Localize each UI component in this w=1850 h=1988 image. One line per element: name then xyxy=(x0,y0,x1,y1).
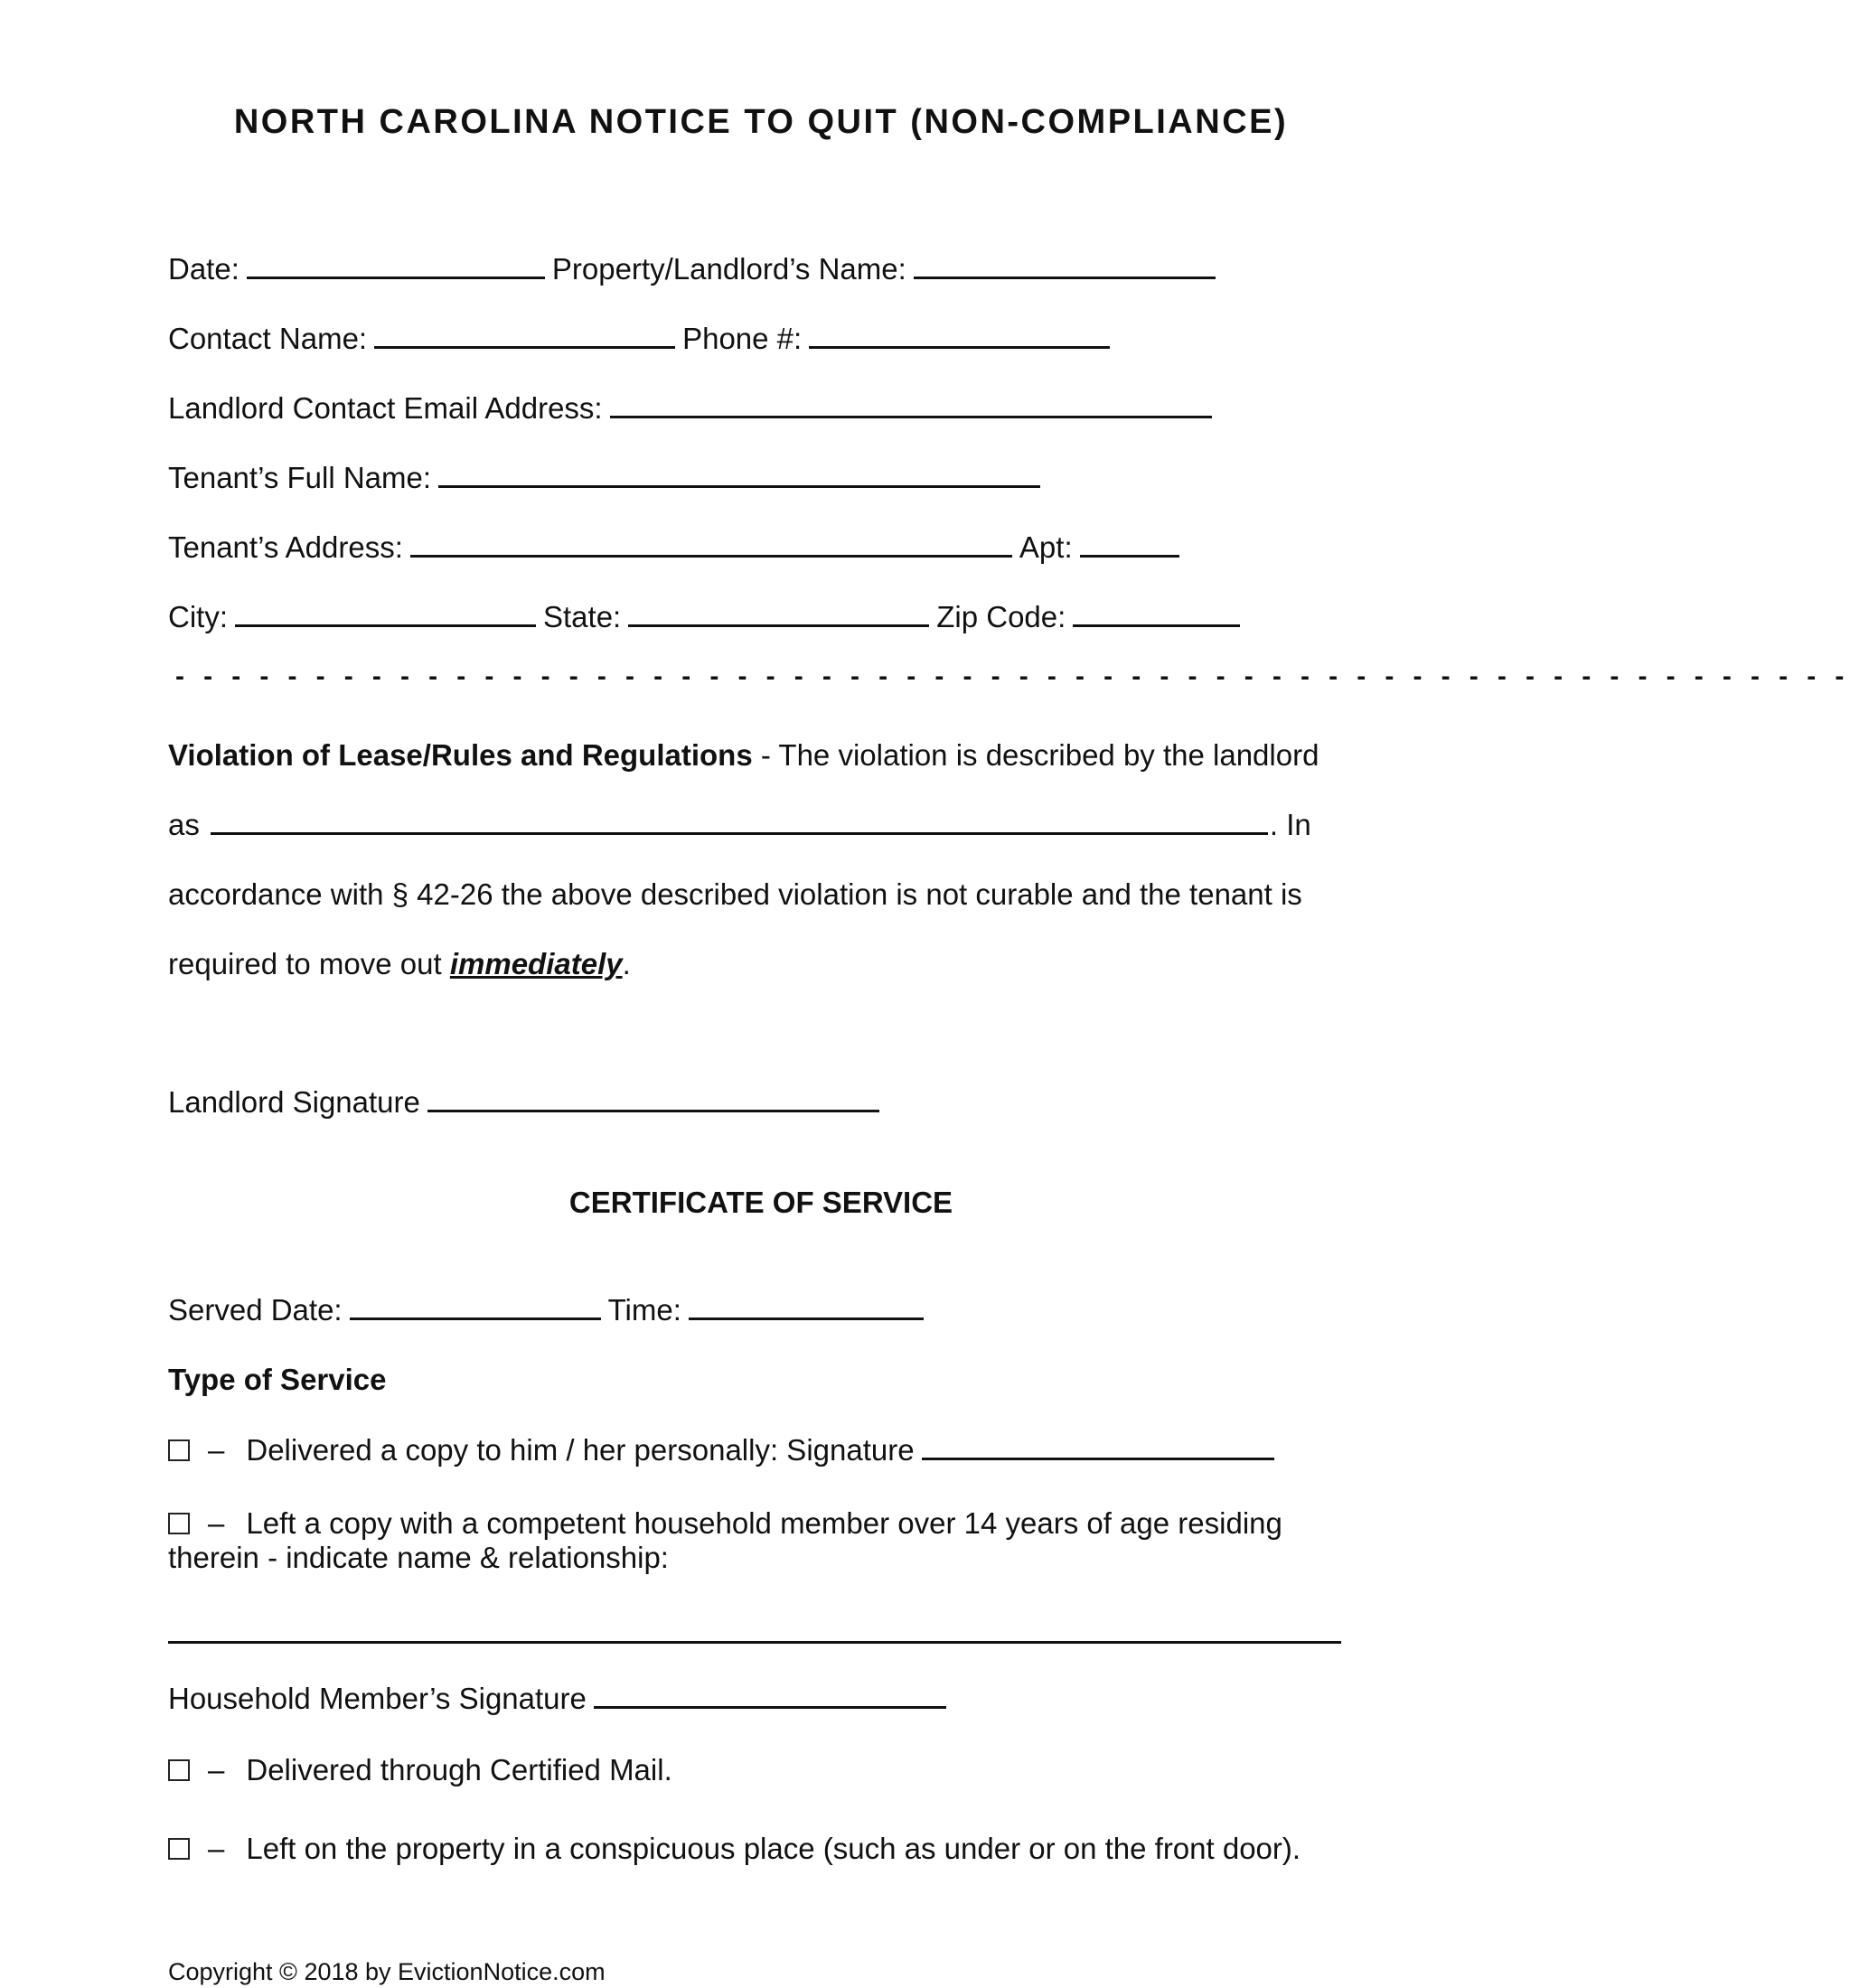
household-signature-label: Household Member’s Signature xyxy=(168,1682,587,1715)
violation-line-2 xyxy=(168,807,1311,843)
landlord-email-field[interactable] xyxy=(610,390,1212,418)
served-date-field[interactable] xyxy=(350,1292,601,1320)
household-name-relationship-field[interactable] xyxy=(168,1641,1341,1644)
tenant-address-row xyxy=(168,530,1187,566)
violation-heading: Violation of Lease/Rules and Regulations xyxy=(168,738,753,772)
move-out-prefix: required to move out xyxy=(168,947,450,980)
landlord-email-label: Landlord Contact Email Address: xyxy=(168,391,603,425)
household-signature-field[interactable] xyxy=(594,1681,946,1709)
option-certified-mail-text: Delivered through Certified Mail. xyxy=(246,1753,672,1786)
option-dash: – xyxy=(208,1433,225,1467)
service-option-certified-mail xyxy=(168,1752,672,1788)
violation-line-4 xyxy=(168,946,631,982)
violation-as-label: as xyxy=(168,808,200,841)
tenant-address-field[interactable] xyxy=(410,530,1012,558)
contact-name-field[interactable] xyxy=(374,321,675,349)
landlord-signature-label: Landlord Signature xyxy=(168,1085,420,1119)
checkbox-personal[interactable] xyxy=(168,1439,190,1461)
copyright-notice: Copyright © 2018 by EvictionNotice.com xyxy=(168,1958,606,1985)
property-landlord-field[interactable] xyxy=(914,251,1216,279)
city-field[interactable] xyxy=(235,599,536,627)
violation-intro: - The violation is described by the landlord xyxy=(752,738,1319,772)
tenant-address-label: Tenant’s Address: xyxy=(168,530,403,564)
move-out-emphasis: immediately xyxy=(449,947,623,980)
phone-field[interactable] xyxy=(809,321,1110,349)
violation-description-field[interactable] xyxy=(211,807,1268,835)
apt-label: Apt: xyxy=(1019,530,1073,564)
state-label: State: xyxy=(543,600,622,633)
date-field[interactable] xyxy=(247,251,545,279)
option-dash: – xyxy=(208,1753,225,1786)
time-field[interactable] xyxy=(689,1292,924,1320)
checkbox-posted[interactable] xyxy=(168,1838,190,1860)
option-dash: – xyxy=(208,1506,225,1540)
option-personal-text: Delivered a copy to him / her personally: Signature xyxy=(246,1433,915,1467)
violation-line-1 xyxy=(168,737,1319,774)
apt-field[interactable] xyxy=(1080,530,1179,558)
violation-line-3 xyxy=(168,877,1302,913)
document-title: NORTH CAROLINA NOTICE TO QUIT (NON-COMPLIANCE) xyxy=(233,103,1289,141)
type-of-service-heading: Type of Service xyxy=(168,1363,387,1396)
tenant-name-label: Tenant’s Full Name: xyxy=(168,461,432,494)
zip-field[interactable] xyxy=(1073,599,1240,627)
violation-statute-text: accordance with § 42-26 the above described violation is not curable and the tenant is xyxy=(168,877,1302,911)
checkbox-household[interactable] xyxy=(168,1513,190,1534)
service-option-posted xyxy=(168,1831,1301,1867)
service-option-household xyxy=(168,1505,1282,1542)
violation-after-blank: . In xyxy=(1269,808,1311,841)
certificate-heading: CERTIFICATE OF SERVICE xyxy=(568,1186,953,1219)
checkbox-certified-mail[interactable] xyxy=(168,1759,190,1781)
contact-name-label: Contact Name: xyxy=(168,322,368,355)
date-row xyxy=(168,251,1223,287)
contact-row xyxy=(168,321,1117,357)
service-option-personal xyxy=(168,1432,1282,1468)
email-row xyxy=(168,390,1219,427)
served-date-label: Served Date: xyxy=(168,1293,343,1327)
property-landlord-label: Property/Landlord’s Name: xyxy=(551,252,906,286)
move-out-suffix: . xyxy=(622,947,631,980)
option-posted-text: Left on the property in a conspicuous place (such as under or on the front door). xyxy=(246,1832,1301,1865)
date-label: Date: xyxy=(168,252,239,286)
landlord-signature-field[interactable] xyxy=(427,1084,879,1112)
household-signature-row xyxy=(168,1681,953,1717)
service-option-household-cont xyxy=(168,1540,669,1576)
state-field[interactable] xyxy=(628,599,929,627)
zip-label: Zip Code: xyxy=(936,600,1066,633)
dashed-separator: - - - - - - - - - - - - - - - - - - - - - - - - - - - - - - - - - - - - - - - - - - - - - - - - - - - - - - - - - - - - xyxy=(175,661,1850,691)
tenant-name-row xyxy=(168,460,1047,496)
phone-label: Phone #: xyxy=(682,322,803,355)
tenant-name-field[interactable] xyxy=(438,460,1040,488)
option-household-text-2: therein - indicate name & relationship: xyxy=(168,1541,669,1574)
city-label: City: xyxy=(168,600,228,633)
landlord-signature-row xyxy=(168,1084,887,1121)
served-row xyxy=(168,1292,931,1328)
option-household-text-1: Left a copy with a competent household member over 14 years of age residing xyxy=(246,1506,1282,1540)
personal-signature-field[interactable] xyxy=(922,1432,1274,1460)
option-dash: – xyxy=(208,1832,225,1865)
time-label: Time: xyxy=(607,1293,681,1327)
city-state-zip-row xyxy=(168,599,1247,635)
